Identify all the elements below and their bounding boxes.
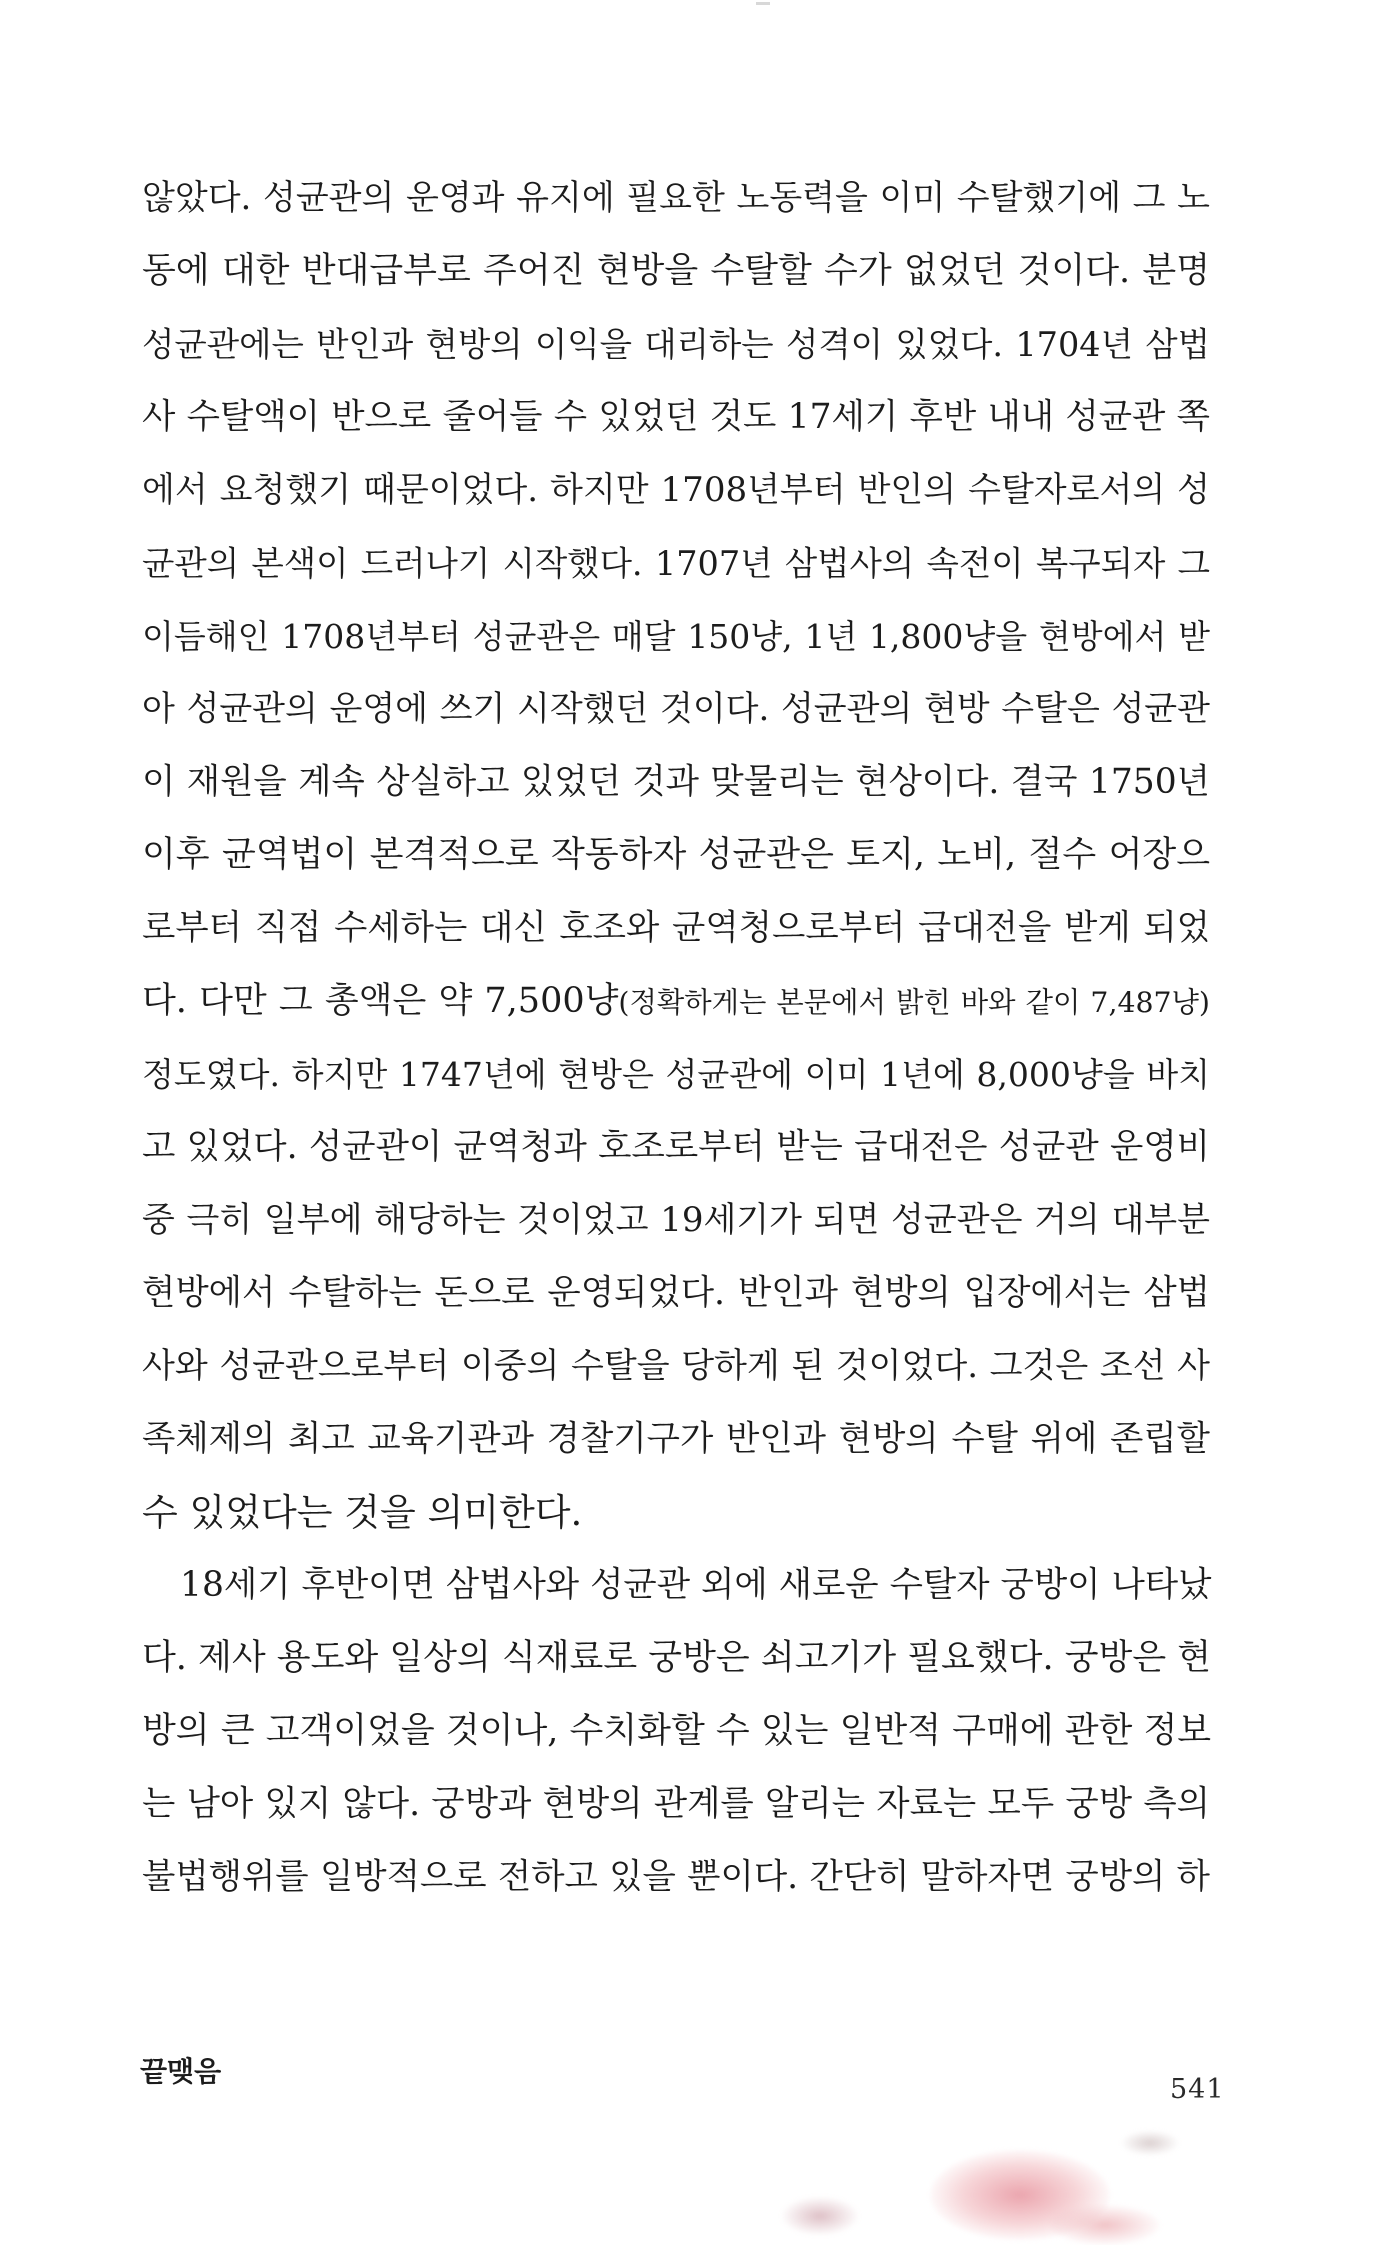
text-line: 사와 성균관으로부터 이중의 수탈을 당하게 된 것이었다. 그것은 조선 사 <box>142 1346 1210 1386</box>
text-line: 아 성균관의 운영에 쓰기 시작했던 것이다. 성균관의 현방 수탈은 성균관 <box>142 689 1210 729</box>
inline-note: (정확하게는 본문에서 밝힌 바와 같이 7,487냥) <box>618 986 1210 1019</box>
text-line: 이후 균역법이 본격적으로 작동하자 성균관은 토지, 노비, 절수 어장으 <box>142 835 1210 875</box>
text-line: 다. 제사 용도와 일상의 식재료로 궁방은 쇠고기가 필요했다. 궁방은 현 <box>142 1638 1212 1678</box>
line-main-text: 다. 다만 그 총액은 약 7,500냥 <box>142 981 619 1021</box>
text-line: 고 있었다. 성균관이 균역청과 호조로부터 받는 급대전은 성균관 운영비 <box>142 1127 1210 1167</box>
text-line: 불법행위를 일방적으로 전하고 있을 뿐이다. 간단히 말하자면 궁방의 하 <box>142 1857 1210 1897</box>
text-line: 중 극히 일부에 해당하는 것이었고 19세기가 되면 성균관은 거의 대부분 <box>142 1200 1210 1240</box>
text-line-with-note <box>142 965 1210 1038</box>
top-edge-mark <box>756 2 770 5</box>
text-line: 균관의 본색이 드러나기 시작했다. 1707년 삼법사의 속전이 복구되자 그 <box>142 544 1210 583</box>
text-line: 않았다. 성균관의 운영과 유지에 필요한 노동력을 이미 수탈했기에 그 노 <box>142 178 1210 218</box>
text-line: 현방에서 수탈하는 돈으로 운영되었다. 반인과 현방의 입장에서는 삼법 <box>142 1273 1210 1313</box>
text-line: 성균관에는 반인과 현방의 이익을 대리하는 성격이 있었다. 1704년 삼법 <box>142 325 1210 364</box>
text-line: 로부터 직접 수세하는 대신 호조와 균역청으로부터 급대전을 받게 되었 <box>142 908 1210 948</box>
text-line: 동에 대한 반대급부로 주어진 현방을 수탈할 수가 없었던 것이다. 분명 <box>142 251 1210 291</box>
text-line: 방의 큰 고객이었을 것이나, 수치화할 수 있는 일반적 구매에 관한 정보 <box>142 1711 1212 1751</box>
body-text <box>142 162 1210 1914</box>
text-line: 이듬해인 1708년부터 성균관은 매달 150냥, 1년 1,800냥을 현방에서 받 <box>142 617 1210 656</box>
text-line: 족체제의 최고 교육기관과 경찰기구가 반인과 현방의 수탈 위에 존립할 <box>142 1419 1210 1459</box>
page-stain <box>1120 2130 1180 2156</box>
text-line: 18세기 후반이면 삼법사와 성균관 외에 새로운 수탈자 궁방이 나타났 <box>180 1565 1212 1605</box>
page-number: 541 <box>1170 2074 1225 2105</box>
text-line: 이 재원을 계속 상실하고 있었던 것과 맞물리는 현상이다. 결국 1750년 <box>142 762 1210 802</box>
running-footer-section: 끝맺음 <box>140 2055 222 2088</box>
page-stain <box>1050 2205 1160 2245</box>
text-line: 수 있었다는 것을 의미한다. <box>142 1491 583 1534</box>
page-stain <box>780 2196 860 2236</box>
text-line: 에서 요청했기 때문이었다. 하지만 1708년부터 반인의 수탈자로서의 성 <box>142 470 1210 510</box>
text-line: 사 수탈액이 반으로 줄어들 수 있었던 것도 17세기 후반 내내 성균관 쪽 <box>142 397 1210 437</box>
text-line: 는 남아 있지 않다. 궁방과 현방의 관계를 알리는 자료는 모두 궁방 측의 <box>142 1784 1210 1824</box>
text-line: 정도였다. 하지만 1747년에 현방은 성균관에 이미 1년에 8,000냥을 바치 <box>142 1055 1210 1094</box>
